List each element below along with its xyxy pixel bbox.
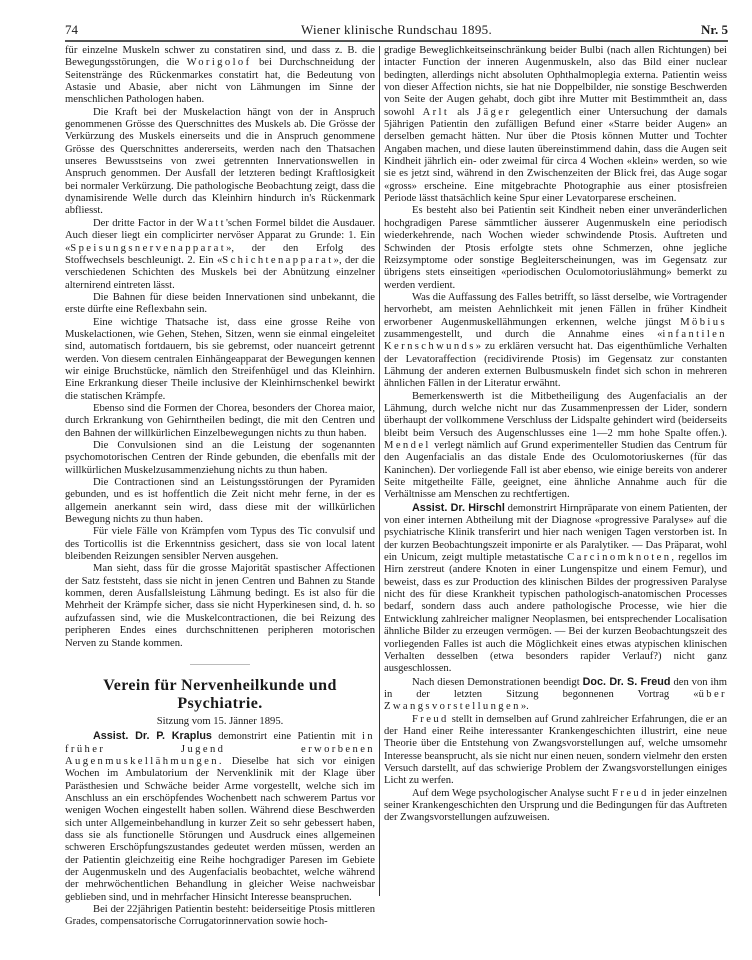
paragraph [384,45,727,205]
header-rule [65,40,728,42]
text-run: verlegt nämlich auf Grund experimenteller Studien das Centrum für den Augenfacialis an das distale Ende des Oculomotoriuskernes (für das Kaninchen). Der vorliegende Fall ist aber ebenso, wie einige bereits von anderer Seite mitgetheilte Fälle, geeignet, eine ähnliche Annahme auch für die Verhältnisse am Menschen zu rechtfertigen. [384,440,727,501]
text-run: », der den Erfolg des Stoffwechsels beschleunigt. 2. Ein « [65,242,375,266]
text-run: Bei der 22jährigen Patientin besteht: beiderseitige Ptosis mittleren Grades, compensatorische Corrugatorinnervation sowie hoch- [65,904,375,928]
text-run: Für viele Fälle von Krämpfen vom Typus des Tic convulsif und des Torticollis ist die Erkenntniss gesichert, dass sie von local latent bleibenden Reizungen sensibler Nerven ausgehen. [65,526,375,563]
text-run: Bemerkenswerth ist die Mitbetheiligung des Augenfacialis an der Lähmung, durch welche nicht nur das Zusammenpressen der Lider, sondern überhaupt der vollkommene Verschluss der Lidspalte gehindert wird (beiderseits bleibt beim Versuch des Augenschlusses eine 1—2 mm hohe Spalte offen.). [384,390,727,439]
left-column [65,45,375,929]
text-run: demonstrirt eine Patientin mit [211,731,362,743]
paragraph [384,292,727,391]
column-divider [379,46,380,896]
emphasized-text: Freud [412,713,449,725]
text-run: », der die verschiedenen Schichten des Muskels bei der Abnützung einzelner alternirend eintreten lässt. [65,254,375,291]
section-heading: Verein für Nervenheilkunde und Psychiatrie. [103,676,337,712]
text-run: Die Convulsionen sind an die Leistung der sogenannten psychomotorischen Centren der Rinde gebunden, die ebenfalls mit der willkürlichen Muskelzusammenziehung nichts zu thun haben. [65,440,375,476]
text-run: Die Contractionen sind an Leistungsstörungen der Pyramiden gebunden, und es ist hoffentlich die Zeit nicht mehr ferne, in der es allgemein anerkannt sein wird, dass diese mit der willkürlichen Bewegung nichts zu thun haben. [65,477,375,526]
text-run: Was die Auffassung des Falles betrifft, so lässt derselbe, wie Vortragender hervorhebt, am meisten Aehnlichkeit mit jenen Fällen in früher Kindheit erworbener Augenmuskellähmungen erkennen, welche jüngst [384,291,727,328]
text-run: Nach diesen Demonstrationen beendigt [412,676,583,688]
emphasized-text: infantilen Kernschwunds [384,328,727,353]
text-run: Die Bahnen für diese beiden Innervationen sind unbekannt, die erste dürfte eine Reflexbahn sein. [65,291,375,316]
text-run: 'schen Formel bildet die Ausdauer. Auch dieser liegt ein complicirter nervöser Apparat zu Grunde: 1. Ein « [65,217,376,254]
text-run: für einzelne Muskeln schwer zu constatiren sind, und dass z. B. die Bewegungsstörungen, die [65,45,375,69]
text-run: bei Durchschneidung der Seitenstränge des Rückenmarkes constatirt hat, die Bedeutung von Astasie und Abasie, aber nicht von Lähmungen im Sinne der menschlichen Pathologen haben. [65,57,376,106]
session-report [65,730,375,929]
text-run: den von ihm in der letzten Sitzung begonnenen Vortrag « [384,676,727,700]
text-run: Dieselbe hat sich vor einigen Wochen im Ambulatorium der Nervenklinik mit der Klage über Parästhesien und Schwäche beider Arme vorgestellt, welche sich im Anschluss an ein erschöpfendes Wochenbett nach schwerem Partus vor wenigen Wochen eingestellt haben sollen. Während diese Beschwerden sich unter Allgemeinbehandlung in kurzer Zeit so sehr gebessert haben, dass sie als functionelle Störungen und Ausdruck eines allgemeinen schweren Erschöpfungszustandes gedeutet werden müssen, werden an der Patientin gleichzeitig eine Reihe hochgradiger Paresen im Gebiete der Augenmuskeln und des Augenfacialis beobachtet, welche während der mehrwöchentlichen Behandlung in gleicher Weise nachweisbar geblieben sind, und in mehrfacher Hinsicht Interesse beanspruchen. [65,755,375,903]
emphasized-text: in früher Jugend erworbenen Augenmuskellähmungen. [65,731,375,767]
emphasized-text: Mendel [384,440,431,451]
paragraph [65,317,375,403]
emphasized-text: Arlt [422,106,450,118]
paragraph [65,403,375,440]
text-run: Der dritte Factor in der [93,217,197,229]
paragraph [65,440,375,477]
speaker-name: Assist. Dr. Hirschl [412,501,505,514]
emphasized-text: über Zwangsvorstellungen [384,688,727,713]
paragraph [65,45,375,107]
text-run: stellt in demselben auf Grund zahlreicher Erfahrungen, die er an der Hand einer Reihe interessanter Krankengeschichten illustrirt, eine neue Theorie über die Entstehung von Zwangsvorstellungen auf, welche umsomehr Interesse beansprucht, als sie nicht nur einen neuen, sondern vielmehr den ersten Versuch darstellt, auf das schwierige Problem der Zwangsvorstellungen einiges Licht zu werfen. [384,713,727,787]
emphasized-text: Möbius [680,316,727,328]
speaker-name: Doc. Dr. S. Freud [582,675,671,688]
right-column [384,45,727,825]
text-run: » zu erklären versucht hat. Das eigenthümliche Verhalten der Levatoraffection (recidivirende Ptosis) im Gegensatz zur constanten Lähmung der anderen externen Bulbusmuskeln findet sich schon in mehreren ähnlichen Fällen in der Literatur erwähnt. [384,341,727,390]
emphasized-text: Jäger [476,106,512,118]
speaker-name: Assist. Dr. P. Kraplus [93,730,212,743]
emphasized-text: Carcinomknoten [567,552,672,564]
page-header [65,22,728,38]
text-run: Ebenso sind die Formen der Chorea, besonders der Chorea maior, durch Erkrankung von Gehirntheilen bedingt, die mit den Centren und den Bahnen der willkürlichen Einzelbewegungen nichts zu thun haben. [65,402,375,439]
text-run: Es besteht also bei Patientin seit Kindheit neben einer unveränderlichen hochgradigen Parese sämmtlicher äusserer Augenmuskeln eine periodisch wiederkehrende, nach Wochen wieder schwindende Ptosis. Auftreten und Schwinden der Ptosis erfolgte stets ohne Schmerzen, ohne jegliche Reizsymptome oder sonstige Begleiterscheinungen, was im Gegensatz zur übrigens stets einseitigen «periodischen Oculomotoriuslähmung» bemerkt zu werden verdient. [384,205,727,291]
page-number: 74 [65,22,78,37]
journal-title: Wiener klinische Rundschau 1895. [300,22,493,37]
text-run: gelegentlich einer Untersuchung der damals 5jährigen Patientin den zufälligen Befund einer «Starre beider Augen» an derselben gemacht hätten. Nur über die Ptosis können Mutter und Tochter Angaben machen, und diese lauten übereinstimmend dahin, dass die Augen seit Kindheit jährlich ein- oder zweimal für circa 4 Wochen «klein» werden, so wie sie es jetzt sind, während in den Zwischenzeiten der Blick frei, das Auge sogar «gross» erscheine. Eine mitgebrachte Photographie aus einer ptosisfreien Periode lässt thatsächlich keine Spur einer Levatorparese erscheinen. [384,106,727,205]
text-run: demonstrirt Hirnpräparate von einem Patienten, der von einer internen Abtheilung mit der Diagnose «progressive Paralyse» auf die psychiatrische Klinik transferirt und hier nach wenigen Tagen verstorben ist. In der kurzen Beobachtungszeit imponirte er als Paralytiker. — Das Präparat, wohl ein Unicum, zeigt multiple metastatische [384,502,727,564]
session-date: Sitzung vom 15. Jänner 1895. [156,715,284,727]
paragraph [384,205,727,291]
paragraph [384,502,727,676]
emphasized-text: Schichtenapparat [222,254,334,266]
paragraph [65,218,375,292]
text-run: Die Kraft bei der Muskelaction hängt von der in Anspruch genommenen Grösse des Querschnittes des Muskels ab. Die Grösse der Verkürzung des Muskels einerseits und die in Anspruch genommene Grösse des Querschnittes andererseits, werden nach den Thatsachen unseres Bewusstseins von zwei getrennten Innervationswellen in Anspruch genommen. Der Ausfall der letzteren bedingt Kraftlosigkeit bei normaler Verkürzung. Die pathologische Beobachtung zeigt, dass die dynamisirende Welle durch das Kleinhirn hindurch in's Rückenmark abfliesst. [65,106,375,217]
paragraph [384,676,727,714]
text-run: , regellos im Hirn zerstreut (andere Knoten in einer Lungenspitze und einem Femur), und beweist, dass es zur Production des klinischen Bildes der progressiven Paralyse nicht des für diese Krankheit typischen pathologisch-anatomischen Processes bedarf, sondern dass auch andere pathologische Processe, wie hier die Entwicklung zahlreicher maligner Neoplasmen, bei entsprechender Localisation ähnliche Bilder zu erzeugen vermögen. — Bei der kurzen Beobachtungszeit des vorliegenden Falles ist auch die Möglichkeit eines etwas atypischen klinischen Verhalten desselben (etwa besonders rapider Verlauf?) nicht ganz ausgeschlossen. [384,552,727,675]
text-run: Man sieht, dass für die grosse Majorität spastischer Affectionen der Satz feststeht, dass sie nicht in jenen Centren und Bahnen zu Stande kommen, deren Ausfallsleistung Lähmung bedingt. Es ist also für die Mehrheit der Krämpfe sicher, dass sie nicht Hyperkinesen sind, d. h. so aufzufassen sind, wie die Muskelcontractionen, die bei Reizung des peripheren Endes eines durchschnittenen peripheren motorischen Nerven zu Stande kommen. [65,563,375,649]
emphasized-text: Speisungsnervenapparat [70,242,227,254]
paragraph [65,107,375,218]
paragraph [384,788,727,825]
paragraph [65,292,375,317]
emphasized-text: Watt [196,217,226,229]
paragraph [65,730,375,904]
text-run: als [449,106,477,118]
paragraph [384,714,727,788]
text-run: Auf dem Wege psychologischer Analyse sucht [412,787,613,799]
article-continuation [65,45,375,650]
text-run: in jeder einzelnen seiner Krankengeschichten den Ursprung und die Bedingungen für das Auftreten der Zwangsvorstellungen aufzuweisen. [384,787,727,824]
paragraph [384,391,727,502]
text-run: ». [520,701,529,713]
paragraph [65,904,375,929]
emphasized-text: Worigolof [186,57,252,69]
text-run: gradige Beweglichkeitseinschränkung beider Bulbi (nach allen Richtungen) bei intacter Function der inneren Augenmuskeln, also das Bild einer nuclear bedingten, allerdings nicht absoluten Ophthalmoplegia externa. Patientin weiss von dieser Affection nichts, sie hat nie Doppelbilder, nie sonstige Beschwerden von Seite der Augen gehabt, doch gibt ihre Mutter mit Bestimmtheit an, dass sowohl [384,45,727,118]
emphasized-text: Freud [612,787,649,799]
text-run: Eine wichtige Thatsache ist, dass eine grosse Reihe von Muskelactionen, wie Gehen, Stehen, Sitzen, wenn sie einmal eingeleitet sind, automatisch fortdauern, bis sie gebremst, oder nuanceirt getrennt werden. Von diesem centralen Einhängeapparat der Bewegungen kennen wir einige Bruchstücke, nämlich den Streifenhügel und das Kleinhirn. Eine Erkrankung dieser Theile inclusive der Kleinhirnschenkel bewirkt die statischen Krämpfe. [65,316,375,402]
paragraph [65,526,375,563]
paragraph [65,477,375,526]
text-run: zusammengestellt, und durch die Annahme eines « [384,328,663,340]
issue-number: Nr. 5 [701,22,728,37]
paragraph [65,563,375,649]
section-separator [190,664,250,665]
